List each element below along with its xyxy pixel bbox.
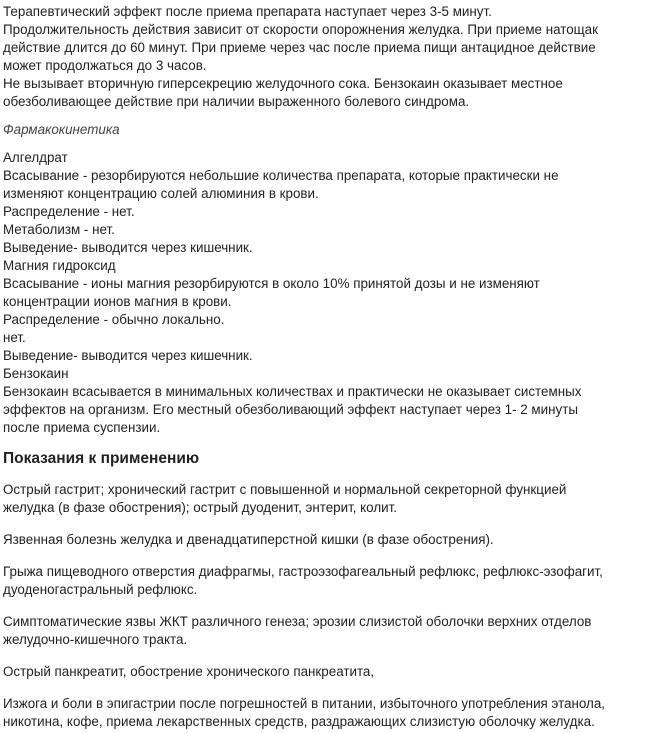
text-line: после приема суспензии. <box>3 420 161 435</box>
text-line: желудка (в фазе обострения); острый дуоденит, энтерит, колит. <box>3 500 397 515</box>
text-line: Изжога и боли в эпигастрии после погрешностей в питании, избыточного употребления этанола, <box>3 696 606 711</box>
text-line: Всасывание - ионы магния резорбируются в около 10% принятой дозы и не изменяют <box>3 276 540 291</box>
intro-paragraph <box>3 3 654 111</box>
text-line: Язвенная болезнь желудка и двенадцатиперстной кишки (в фазе обострения). <box>3 532 494 547</box>
text-line: никотина, кофе, приема лекарственных средств, раздражающих слизистую оболочку желудка. <box>3 714 595 729</box>
text-line: Терапевтический эффект после приема препарата наступает через 3-5 минут. <box>3 4 492 19</box>
substance-name: Бензокаин <box>3 366 69 381</box>
text-line: может продолжаться до 3 часов. <box>3 58 207 73</box>
text-line: Бензокаин всасывается в минимальных количествах и практически не оказывает системных <box>3 384 582 399</box>
pharmacokinetics-section <box>3 149 654 437</box>
text-line: концентрации ионов магния в крови. <box>3 294 232 309</box>
text-line: желудочно-кишечного тракта. <box>3 632 188 647</box>
text-line: нет. <box>3 330 26 345</box>
text-line: Острый гастрит; хронический гастрит с повышенной и нормальной секреторной функцией <box>3 482 567 497</box>
text-line: Выведение- выводится через кишечник. <box>3 240 253 255</box>
text-line: изменяют концентрацию солей алюминия в крови. <box>3 186 319 201</box>
indication-item <box>3 481 654 517</box>
text-line: Симптоматические язвы ЖКТ различного генеза; эрозии слизистой оболочки верхних отделов <box>3 614 592 629</box>
text-line: обезболивающее действие при наличии выраженного болевого синдрома. <box>3 94 470 109</box>
text-line: Метаболизм - нет. <box>3 222 115 237</box>
indication-item <box>3 663 654 681</box>
text-line: Распределение - обычно локально. <box>3 312 225 327</box>
text-line: Острый панкреатит, обострение хронического панкреатита, <box>3 664 375 679</box>
indications-heading: Показания к применению <box>3 450 200 467</box>
pharmacokinetics-heading: Фармакокинетика <box>3 122 120 137</box>
text-line: Продолжительность действия зависит от скорости опорожнения желудка. При приеме натощак <box>3 22 598 37</box>
substance-name: Магния гидроксид <box>3 258 116 273</box>
text-line: эффектов на организм. Его местный обезболивающий эффект наступает через 1- 2 минуты <box>3 402 578 417</box>
text-line: Не вызывает вторичную гиперсекрецию желудочного сока. Бензокаин оказывает местное <box>3 76 563 91</box>
text-line: Грыжа пищеводного отверстия диафрагмы, гастроэзофагеальный рефлюкс, рефлюкс-эзофагит, <box>3 564 603 579</box>
text-line: Всасывание - резорбируются небольшие количества препарата, которые практически не <box>3 168 559 183</box>
indication-item <box>3 695 654 731</box>
substance-name: Алгелдрат <box>3 150 68 165</box>
text-line: действие длится до 60 минут. При приеме через час после приема пищи антацидное действие <box>3 40 596 55</box>
indication-item <box>3 613 654 649</box>
text-line: Распределение - нет. <box>3 204 135 219</box>
text-line: Выведение- выводится через кишечник. <box>3 348 253 363</box>
text-line: дуоденогастральный рефлюкс. <box>3 582 198 597</box>
indication-item <box>3 563 654 599</box>
indication-item <box>3 531 654 549</box>
